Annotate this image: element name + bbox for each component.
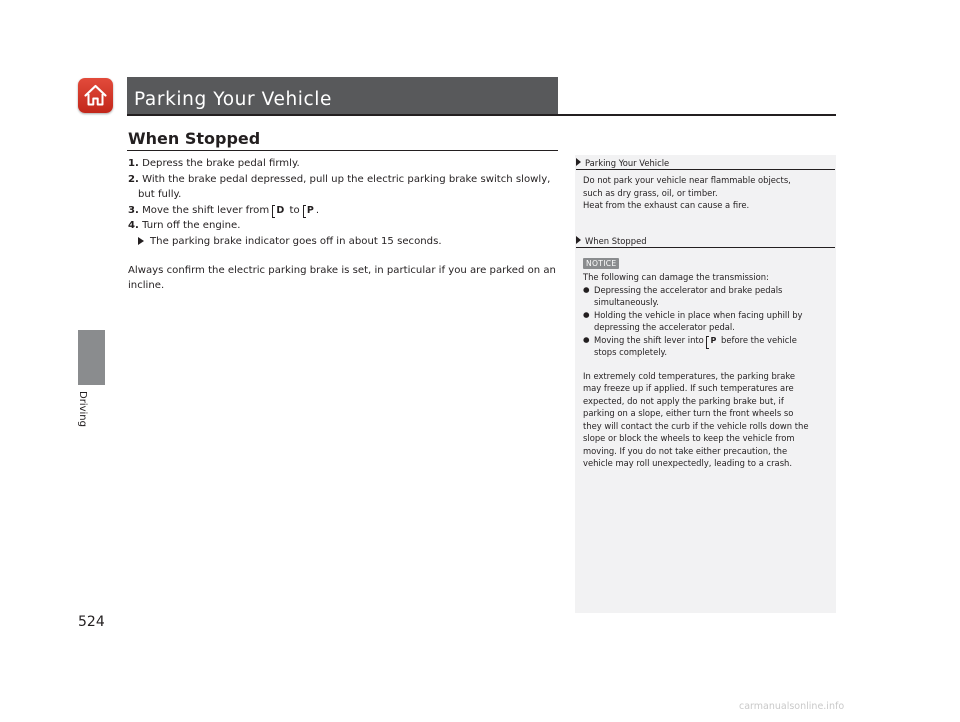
bullet-item: ● Holding the vehicle in place when facing uphill by depressing the accelerator pedal.	[583, 309, 835, 334]
shift-position-p: P	[706, 336, 718, 346]
caution-paragraph: Always confirm the electric parking brake is set, in particular if you are parked on an incline.	[128, 264, 556, 292]
side-tab-driving[interactable]	[78, 330, 105, 385]
page-title: Parking Your Vehicle	[134, 89, 333, 110]
notice-badge: NOTICE	[583, 258, 619, 269]
step-4-result: The parking brake indicator goes off in about 15 seconds.	[128, 234, 558, 250]
step-2-continued: but fully.	[138, 189, 182, 201]
note-heading[interactable]: Parking Your Vehicle	[576, 157, 835, 168]
shift-position-d: D	[272, 205, 286, 216]
page-title-bar	[127, 77, 558, 114]
shift-position-p: P	[303, 205, 316, 216]
page-number: 524	[78, 614, 105, 630]
step-2: 2. With the brake pedal depressed, pull up the electric parking brake switch slowly,	[128, 173, 551, 185]
note-heading[interactable]: When Stopped	[576, 235, 835, 246]
step-4: 4. Turn off the engine.	[128, 220, 241, 232]
home-button[interactable]	[78, 78, 113, 113]
note-parking-your-vehicle: Parking Your Vehicle Do not park your vehicle near flammable objects, such as dry grass, oil, or timber. Heat from the exhaust can cause a fire.	[576, 157, 835, 212]
title-divider	[127, 114, 836, 116]
step-3: 3. Move the shift lever from D to P .	[128, 204, 320, 216]
section-heading: When Stopped	[128, 129, 261, 148]
side-tab-label: Driving	[77, 391, 88, 427]
bullet-item: ● Depressing the accelerator and brake pedals simultaneously.	[583, 284, 835, 309]
reference-arrow-icon	[576, 158, 581, 166]
watermark: carmanualsonline.info	[739, 701, 845, 712]
note-divider	[576, 169, 835, 170]
bullet-item: ● Moving the shift lever into P before the vehicle stops completely.	[583, 334, 835, 359]
steps-list	[128, 156, 558, 294]
step-1: 1. Depress the brake pedal firmly.	[128, 158, 300, 169]
note-when-stopped: When Stopped NOTICE The following can damage the transmission: ● Depressing the accelerator and brake pedals simultaneously. ● Holding the vehicle in place when facing uphill by depressing the accelerator pedal. ● Moving the shift lever into P before the vehicle stops completely. In extremely cold temperatures, the parking brake may freeze up if applied. If such temperatures are expected, do not apply the parking brake but, if parking on a slope, either turn the front wheels so they will contact the curb if the vehicle rolls down the slope or block the wheels to keep the vehicle from moving. If you do not take either precaution, the vehicle may roll unexpectedly, leading to a crash.	[576, 235, 835, 470]
reference-arrow-icon	[576, 236, 581, 244]
note-divider	[576, 247, 835, 248]
result-arrow-icon	[138, 237, 144, 245]
home-icon	[83, 83, 108, 108]
section-divider	[127, 150, 558, 151]
